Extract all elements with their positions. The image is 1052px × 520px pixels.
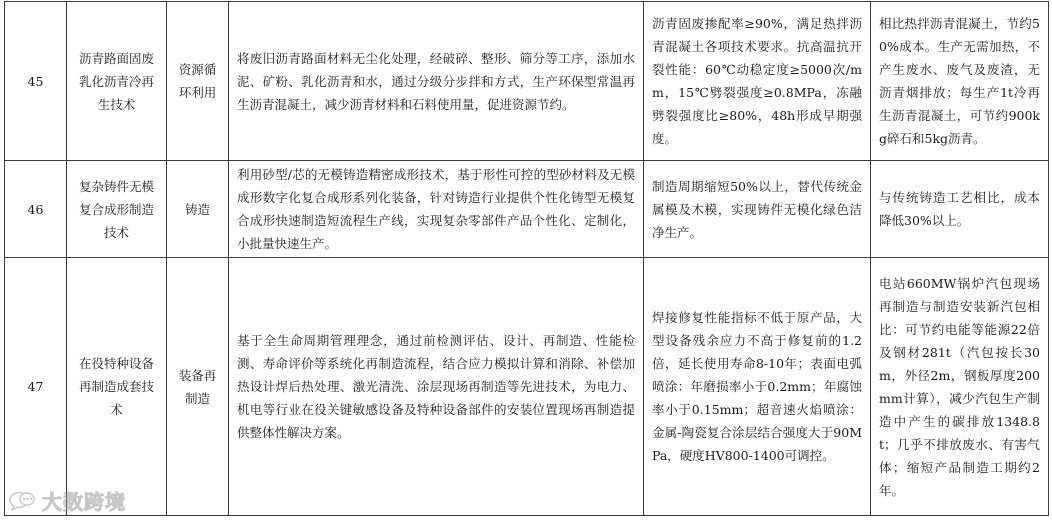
- indicators-cell: [644, 161, 871, 258]
- indicators-cell: [644, 258, 871, 516]
- technical-indicators: 沥青固废掺配率≥90%，满足热拌沥青混凝土各项技术要求。抗高温抗开裂性能：60℃动稳定度≥5000次/mm，15℃劈裂强度≥0.8MPa，冻融劈裂强度比≥80%，48h形成早期强度。: [652, 16, 862, 146]
- application-field: 铸造: [184, 201, 210, 217]
- field-cell: [167, 258, 229, 516]
- technology-name-cell: [67, 2, 167, 161]
- benefits-cell: [871, 2, 1049, 161]
- field-cell: [167, 2, 229, 161]
- technology-description: 利用砂型/芯的无模铸造精密成形技术，基于形性可控的型砂材料及无模成形数字化复合成形系列化装备，针对铸造行业提供个性化铸型无模复合成形快速制造短流程生产线，实现复杂零部件产品个性化、定制化，小批量快速生产。: [237, 167, 635, 251]
- row-number-cell: [5, 161, 67, 258]
- field-cell: [167, 161, 229, 258]
- row-number: 46: [27, 201, 44, 217]
- table-row: [5, 258, 1049, 516]
- table-row: [5, 161, 1049, 258]
- technology-name: 在役特种设备再制造成套技术: [78, 356, 154, 417]
- watermark: [8, 486, 126, 515]
- technical-indicators: 焊接修复性能指标不低于原产品，大型设备残余应力不高于修复前的1.2倍，延长使用寿命8-10年；表面电弧喷涂：年磨损率小于0.2mm；年腐蚀率小于0.15mm；超音速火焰喷涂：金属-陶瓷复合涂层结合强度大于90MPa，硬度HV800-1400可调控。: [652, 310, 862, 463]
- technology-description: 将废旧沥青路面材料无尘化处理，经破碎、整形、筛分等工序，添加水泥、矿粉、乳化沥青和水，通过分级分步拌和方式，生产环保型常温再生沥青混凝土，减少沥青材料和石料使用量，促进资源节约。: [237, 50, 635, 112]
- description-cell: [229, 2, 644, 161]
- technology-table: [4, 1, 1049, 516]
- watermark-text: 大数跨境: [42, 490, 126, 514]
- benefits: 电站660MW锅炉汽包现场再制造与制造安装新汽包相比：可节约电能等能源22倍及钢材281t（汽包按长30m，外径2m，钢板厚度200mm计算），减少汽包生产制造中产生的碳排放1348.8t；几乎不排放废水、有害气体；缩短产品制造工期约2年。: [879, 275, 1040, 498]
- technical-indicators: 制造周期缩短50%以上，替代传统金属模及木模，实现铸件无模化绿色洁净生产。: [652, 178, 862, 240]
- technology-name-cell: [67, 258, 167, 516]
- chat-bubbles-logo-icon: [8, 490, 36, 512]
- description-cell: [229, 258, 644, 516]
- benefits-cell: [871, 161, 1049, 258]
- row-number-cell: [5, 2, 67, 161]
- application-field: 装备再制造: [178, 367, 217, 406]
- table-row: [5, 2, 1049, 161]
- description-cell: [229, 161, 644, 258]
- benefits: 相比热拌沥青混凝土，节约50%成本。生产无需加热，不产生废水、废气及废渣，无沥青烟排放；每生产1t冷再生沥青混凝土，可节约900kg碎石和5kg沥青。: [879, 16, 1040, 146]
- row-number-cell: [5, 258, 67, 516]
- technology-name: 复杂铸件无模复合成形制造技术: [78, 178, 154, 240]
- benefits: 与传统铸造工艺相比，成本降低30%以上。: [879, 190, 1040, 228]
- benefits-cell: [871, 258, 1049, 516]
- technology-name-cell: [67, 161, 167, 258]
- technology-name: 沥青路面固废乳化沥青冷再生技术: [78, 50, 154, 112]
- row-number: 45: [27, 73, 44, 89]
- technology-description: 基于全生命周期管理理念，通过前检测评估、设计、再制造、性能检测、寿命评价等系统化再制造流程，结合应力模拟计算和消除、补偿加热设计焊后热处理、激光清洗、涂层现场再制造等先进技术，为电力、机电等行业在役关键敏感设备及特种设备部件的安装位置现场再制造提供整体性解决方案。: [237, 333, 635, 440]
- row-number: 47: [27, 379, 44, 394]
- indicators-cell: [644, 2, 871, 161]
- application-field: 资源循环利用: [178, 62, 217, 100]
